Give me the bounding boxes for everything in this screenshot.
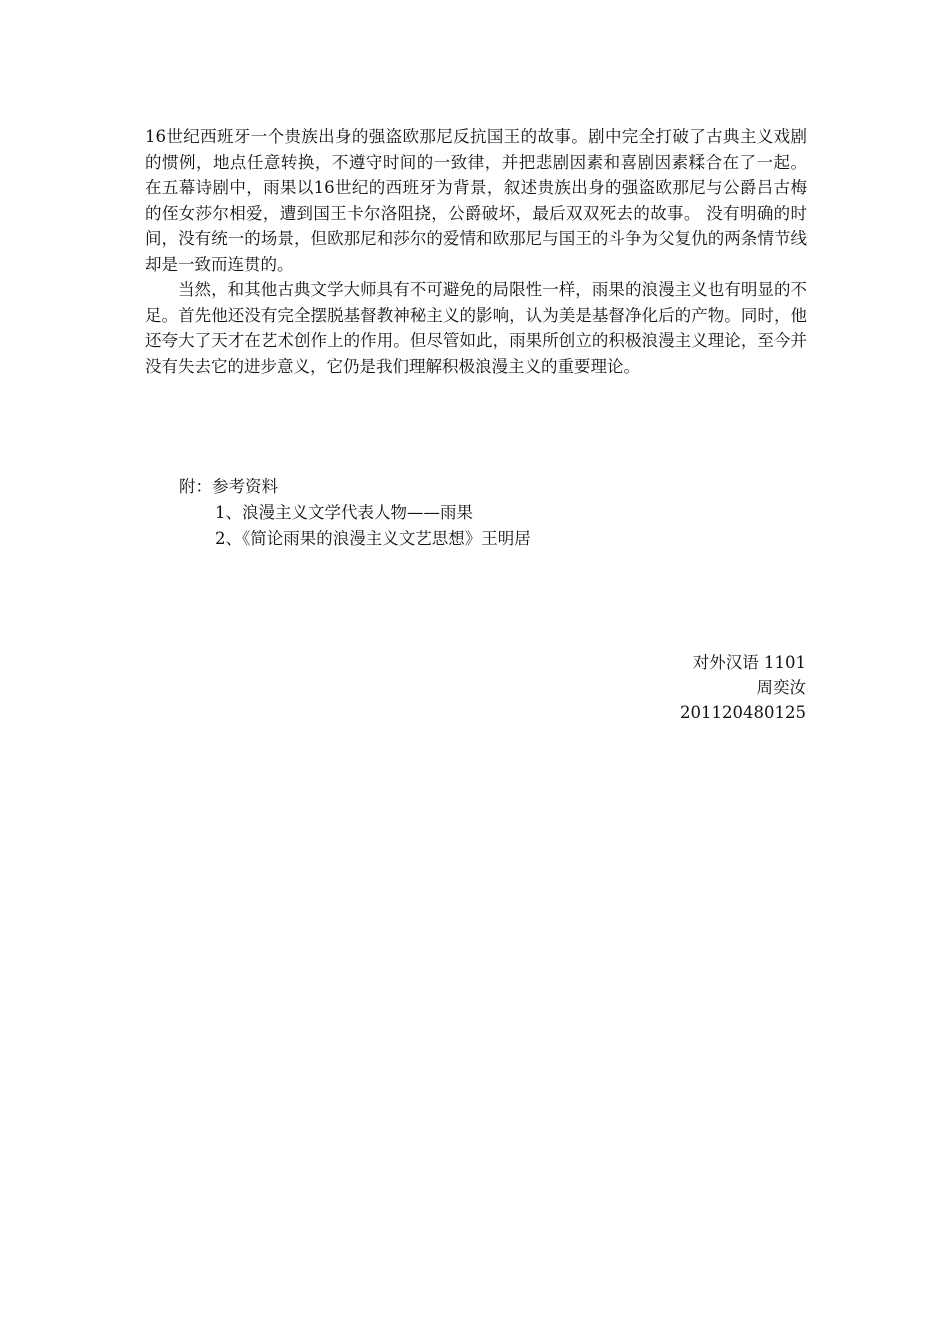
author-name: 周奕汝	[756, 678, 806, 697]
student-id: 201120480125	[680, 703, 806, 722]
essay-body	[145, 124, 807, 379]
references-section	[179, 474, 739, 552]
reference-item: 1、浪漫主义文学代表人物——雨果	[215, 503, 473, 522]
class-name: 对外汉语 1101	[692, 653, 806, 672]
paragraph-limitations: 当然，和其他古典文学大师具有不可避免的局限性一样，雨果的浪漫主义也有明显的不足。首先他还没有完全摆脱基督教神秘主义的影响，认为美是基督净化后的产物。同时，他还夸大了天才在艺术创作上的作用。但尽管如此，雨果所创立的积极浪漫主义理论，至今并没有失去它的进步意义，它仍是我们理解积极浪漫主义的重要理论。	[145, 280, 807, 376]
references-list	[179, 500, 739, 552]
author-signature	[506, 650, 806, 725]
reference-item: 2、《简论雨果的浪漫主义文艺思想》王明居	[215, 529, 531, 548]
paragraph-continued: 16世纪西班牙一个贵族出身的强盗欧那尼反抗国王的故事。剧中完全打破了古典主义戏剧的惯例，地点任意转换，不遵守时间的一致律，并把悲剧因素和喜剧因素糅合在了一起。 在五幕诗剧中，雨果以16世纪的西班牙为背景，叙述贵族出身的强盗欧那尼与公爵吕古梅的侄女莎尔相爱，遭到国王卡尔洛阻挠，公爵破坏，最后双双死去的故事。 没有明确的时间，没有统一的场景，但欧那尼和莎尔的爱情和欧那尼与国王的斗争为父复仇的两条情节线却是一致而连贯的。	[145, 127, 807, 274]
references-heading: 附：参考资料	[179, 477, 278, 496]
